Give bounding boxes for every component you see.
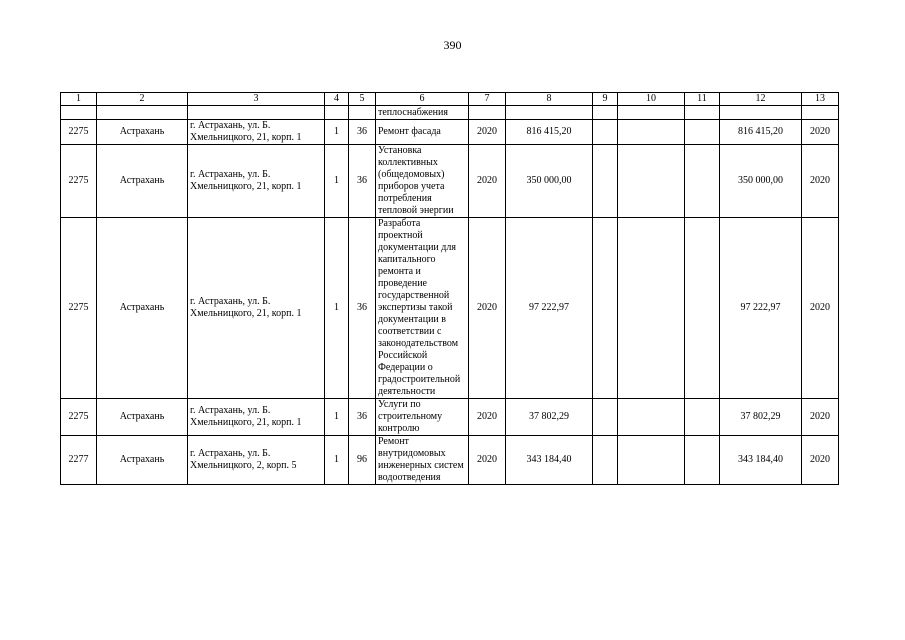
- col-header: 9: [593, 93, 618, 106]
- table-row: [61, 436, 839, 485]
- col9-value: [593, 399, 618, 436]
- col10-value: [618, 218, 685, 399]
- col9-value: [593, 120, 618, 145]
- table-row: [61, 399, 839, 436]
- row-number: 2277: [61, 436, 97, 485]
- end-year: 2020: [802, 399, 839, 436]
- col9-value: [593, 218, 618, 399]
- col9-value: [593, 145, 618, 218]
- city: Астрахань: [97, 120, 188, 145]
- col-header: 6: [376, 93, 469, 106]
- col10-value: [618, 120, 685, 145]
- col11-value: [685, 145, 720, 218]
- end-year: 2020: [802, 145, 839, 218]
- col11-value: [685, 218, 720, 399]
- row-number: 2275: [61, 120, 97, 145]
- year: 2020: [469, 145, 506, 218]
- col4-value: 1: [325, 436, 349, 485]
- col-header: 3: [188, 93, 325, 106]
- total: 343 184,40: [720, 436, 802, 485]
- col11-value: [685, 436, 720, 485]
- address: г. Астрахань, ул. Б. Хмельницкого, 21, корп. 1: [188, 145, 325, 218]
- work-type: Установка коллективных (общедомовых) приборов учета потребления тепловой энергии: [376, 145, 469, 218]
- address: г. Астрахань, ул. Б. Хмельницкого, 21, корп. 1: [188, 120, 325, 145]
- col-header: 11: [685, 93, 720, 106]
- work-type: Ремонт фасада: [376, 120, 469, 145]
- col4-value: 1: [325, 218, 349, 399]
- col-header: 4: [325, 93, 349, 106]
- year: 2020: [469, 218, 506, 399]
- col-header: 12: [720, 93, 802, 106]
- city: Астрахань: [97, 145, 188, 218]
- end-year: 2020: [802, 436, 839, 485]
- col10-value: [618, 436, 685, 485]
- col-header: 5: [349, 93, 376, 106]
- col9-value: [593, 436, 618, 485]
- page-number: 390: [443, 38, 462, 52]
- end-year: 2020: [802, 218, 839, 399]
- cost: 350 000,00: [506, 145, 593, 218]
- col4-value: 1: [325, 145, 349, 218]
- end-year: 2020: [802, 120, 839, 145]
- cost: 816 415,20: [506, 120, 593, 145]
- table-row: [61, 145, 839, 218]
- cost: 97 222,97: [506, 218, 593, 399]
- table-row: [61, 120, 839, 145]
- work-type: Разработа проектной документации для капитального ремонта и проведение государственной экспертизы такой документации в соответствии с законодательством Российской Федерации о градостроительной деятельности: [376, 218, 469, 399]
- total: 350 000,00: [720, 145, 802, 218]
- address: г. Астрахань, ул. Б. Хмельницкого, 21, корп. 1: [188, 399, 325, 436]
- city: Астрахань: [97, 436, 188, 485]
- row-number: 2275: [61, 218, 97, 399]
- col5-value: 36: [349, 399, 376, 436]
- col-header: 2: [97, 93, 188, 106]
- work-type: Услуги по строительному контролю: [376, 399, 469, 436]
- table-body: [61, 93, 839, 485]
- work-type: Ремонт внутридомовых инженерных систем водоотведения: [376, 436, 469, 485]
- col4-value: 1: [325, 399, 349, 436]
- col-header: 7: [469, 93, 506, 106]
- total: 816 415,20: [720, 120, 802, 145]
- cost: 343 184,40: [506, 436, 593, 485]
- address: г. Астрахань, ул. Б. Хмельницкого, 2, корп. 5: [188, 436, 325, 485]
- city: Астрахань: [97, 399, 188, 436]
- column-number-header: [61, 93, 839, 106]
- total: 97 222,97: [720, 218, 802, 399]
- col10-value: [618, 145, 685, 218]
- col5-value: 36: [349, 120, 376, 145]
- col11-value: [685, 399, 720, 436]
- year: 2020: [469, 399, 506, 436]
- col-header: 10: [618, 93, 685, 106]
- col5-value: 36: [349, 145, 376, 218]
- col-header: 13: [802, 93, 839, 106]
- city: Астрахань: [97, 218, 188, 399]
- continuation-row: [61, 106, 839, 120]
- col11-value: [685, 120, 720, 145]
- register-table: [60, 92, 839, 485]
- row-number: 2275: [61, 399, 97, 436]
- total: 37 802,29: [720, 399, 802, 436]
- col4-value: 1: [325, 120, 349, 145]
- row-number: 2275: [61, 145, 97, 218]
- year: 2020: [469, 120, 506, 145]
- table-row: [61, 218, 839, 399]
- col10-value: [618, 399, 685, 436]
- address: г. Астрахань, ул. Б. Хмельницкого, 21, корп. 1: [188, 218, 325, 399]
- col5-value: 96: [349, 436, 376, 485]
- continuation-text: теплоснабжения: [376, 106, 469, 120]
- year: 2020: [469, 436, 506, 485]
- col-header: 8: [506, 93, 593, 106]
- col-header: 1: [61, 93, 97, 106]
- cost: 37 802,29: [506, 399, 593, 436]
- col5-value: 36: [349, 218, 376, 399]
